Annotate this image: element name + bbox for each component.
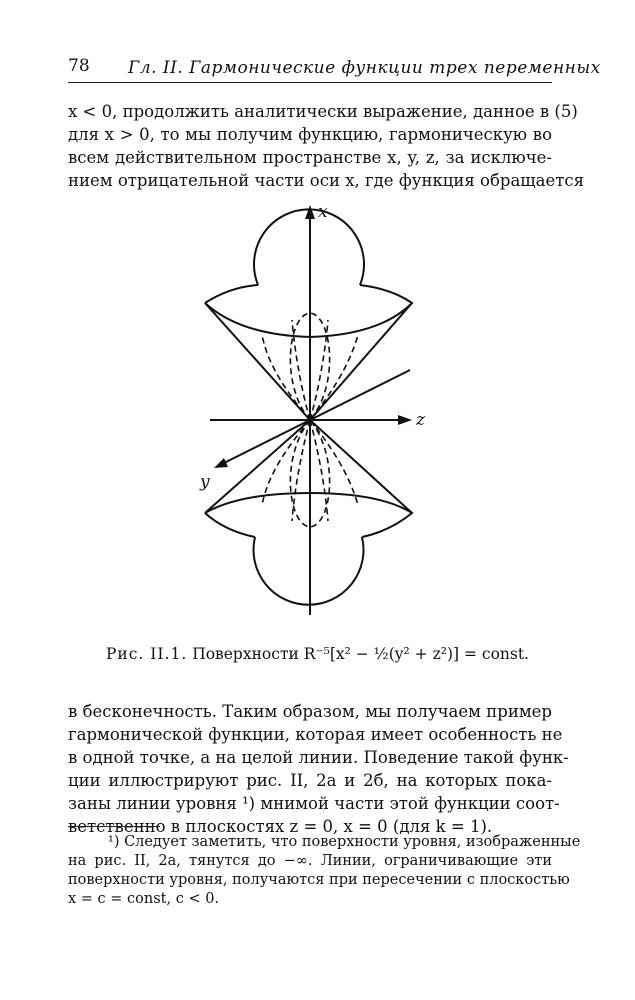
footnote-line: на рис. II, 2а, тянутся до −∞. Линии, ограничивающие эти [68,853,552,869]
header-rule [68,82,552,83]
oblique-line [310,370,410,420]
y-axis-arrowhead [214,458,228,468]
text-line: гармонической функции, которая имеет особенность не [68,725,563,744]
footnote-line: ¹) Следует заметить, что поверхности уровня, изображенные [108,834,581,850]
text-line: ветственно в плоскостях z = 0, x = 0 (для k = 1). [68,817,493,836]
text-line: x < 0, продолжить аналитически выражение, данное в (5) [68,102,578,121]
paragraph-top [68,100,585,192]
text-line: для x > 0, то мы получим функцию, гармоническую во [68,125,552,144]
upper-cone-right-edge [310,303,412,420]
running-head: Гл. II. Гармонические функции трех переменных [128,58,601,78]
footnote [68,833,581,909]
lower-dashed-line [292,420,310,521]
text-line: заны линии уровня ¹) мнимой части этой функции соот- [68,794,560,813]
lower-sphere [254,537,364,605]
text-line: в одной точке, а на целой линии. Поведение такой функ- [68,748,569,767]
upper-cone-rim [205,285,412,337]
origin-point [307,417,313,423]
upper-cone-left-edge [205,303,310,420]
upper-dashed-line [292,320,310,420]
lower-cone-rim [205,493,412,537]
caption-label: Рис. II.1. [105,645,188,663]
text-line: ции иллюстрируют рис. II, 2а и 2б, на которых пока- [68,771,552,790]
footnote-line: x = c = const, c < 0. [68,891,220,907]
z-axis-arrowhead [398,415,412,425]
text-line: всем действительном пространстве x, y, z, за исключе- [68,148,552,167]
upper-dashed-line [310,320,328,420]
z-axis-label: z [416,410,425,430]
figure-cone-surfaces [180,195,440,635]
caption-text: Поверхности R⁻⁵[x² − ½(y² + z²)] = const. [192,645,529,663]
figure-caption [0,645,635,663]
upper-dashed-line [262,335,310,420]
footnote-rule [68,826,160,827]
paragraph-bottom [68,700,569,838]
y-axis [220,420,310,465]
page-number: 78 [68,56,90,76]
x-axis-arrowhead [305,205,315,219]
y-axis-label: y [200,472,210,492]
x-axis-label: x [318,202,328,222]
text-line: нием отрицательной части оси x, где функция обращается [68,171,585,190]
text-line: в бесконечность. Таким образом, мы получаем пример [68,702,552,721]
footnote-line: поверхности уровня, получаются при пересечении с плоскостью [68,872,570,888]
